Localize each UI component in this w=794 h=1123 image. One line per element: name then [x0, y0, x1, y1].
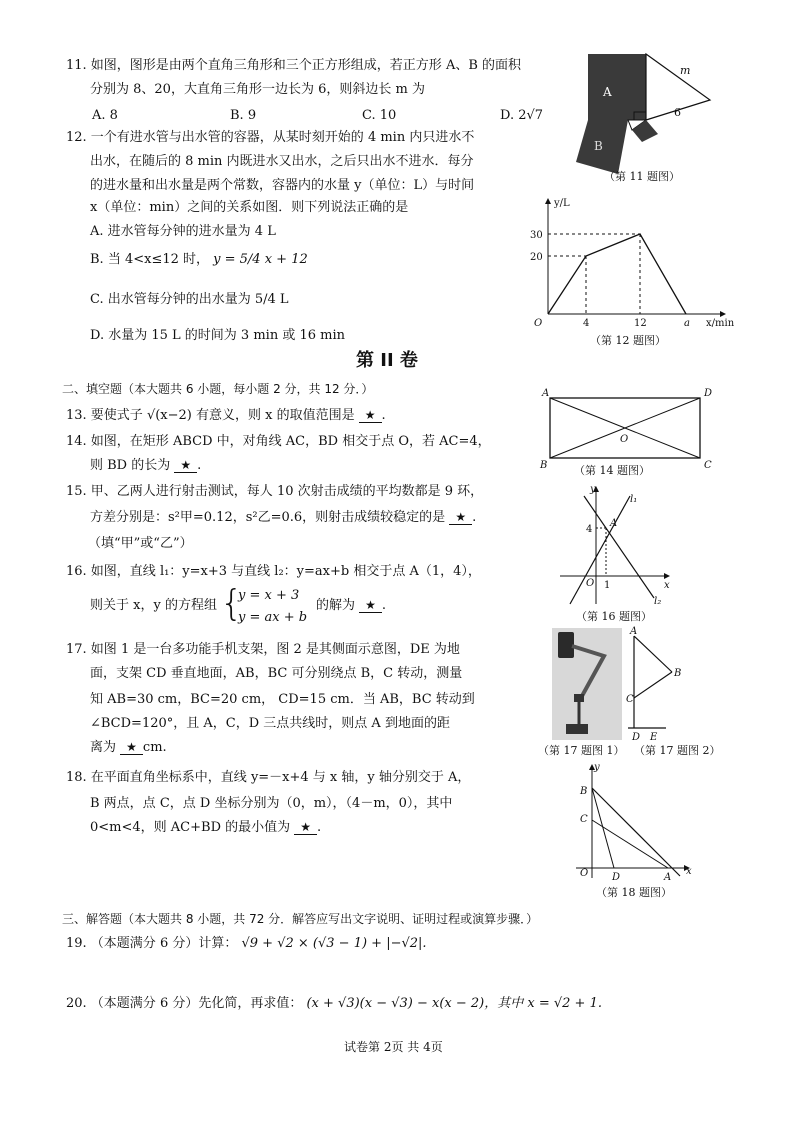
- line-l2: [584, 496, 654, 598]
- ylabel: y/L: [554, 198, 570, 209]
- label-b: B: [540, 460, 548, 471]
- origin-label: O: [534, 318, 543, 329]
- q11-line-1: 11. 如图，图形是由两个直角三角形和三个正方形组成，若正方形 A、B 的面积: [66, 58, 522, 73]
- label-d: D: [632, 732, 641, 743]
- q17-diagram: [626, 628, 686, 744]
- q20-expression: (x + √3)(x − √3) − x(x − 2)，其中 x = √2 + 1.: [306, 996, 602, 1011]
- q14-caption: （第 14 题图）: [574, 464, 650, 477]
- q12-option-a: A. 进水管每分钟的进水量为 4 L: [90, 224, 276, 239]
- q16-line-2-end: [316, 598, 386, 614]
- x-axis-arrow: [664, 573, 670, 579]
- q12-option-c: C. 出水管每分钟的出水量为 5/4 L: [90, 292, 289, 307]
- square-a: [588, 54, 646, 120]
- q17-photo: [552, 628, 622, 740]
- water-volume-line: [548, 234, 686, 314]
- q13: [66, 408, 386, 424]
- q12-line-3: 的进水量和出水量是两个常数，容器内的水量 y（单位：L）与时间: [90, 178, 475, 193]
- q15-line-1: 15. 甲、乙两人进行射击测试，每人 10 次射击成绩的平均数都是 9 环，: [66, 484, 484, 499]
- q14-line-1: 14. 如图，在矩形 ABCD 中，对角线 AC，BD 相交于点 O，若 AC=4，: [66, 434, 491, 449]
- stand-joint: [574, 694, 584, 702]
- q11-option-c: C. 10: [362, 108, 397, 123]
- q16-line-1: 16. 如图，直线 l₁：y=x+3 与直线 l₂：y=ax+b 相交于点 A（1，4），: [66, 564, 481, 579]
- tick-20: 20: [530, 252, 543, 263]
- q18-text: 0<m<4，则 AC+BD 的最小值为: [90, 820, 291, 835]
- q15-period: .: [472, 510, 477, 525]
- q16-text-post: 的解为: [316, 598, 356, 613]
- q18-figure: [572, 760, 702, 886]
- xlabel: x/min: [706, 318, 735, 329]
- q16-answer-blank: ★: [359, 598, 382, 613]
- x-axis-arrow: [720, 311, 726, 317]
- q11-option-b: B. 9: [230, 108, 257, 123]
- q17-text-post: cm.: [142, 740, 167, 755]
- line-ab: [592, 788, 680, 876]
- q12-line-2: 出水，在随后的 8 min 内既进水又出水，之后只出水不进水．每分: [90, 154, 474, 169]
- q18-line-3: [90, 820, 321, 836]
- q16-figure: [560, 482, 690, 612]
- q14-period: .: [197, 458, 202, 473]
- label-a: A: [610, 518, 618, 529]
- q17-caption-1: （第 17 题图 1）: [538, 744, 625, 757]
- fig11-label-m: m: [680, 64, 691, 77]
- q17-line-5: [90, 740, 167, 756]
- page-footer: 试卷第 2页 共 4页: [344, 1040, 443, 1054]
- q18-line-1: 18. 在平面直角坐标系中，直线 y=－x+4 与 x 轴，y 轴分别交于 A，: [66, 770, 471, 785]
- q16-period: .: [381, 598, 387, 613]
- label-origin: O: [580, 868, 589, 879]
- label-origin: O: [586, 578, 595, 589]
- q17-line-4: ∠BCD=120°，且 A，C，D 三点共线时，则点 A 到地面的距: [90, 716, 450, 731]
- y-axis-arrow: [545, 198, 551, 204]
- q17-text-pre: 离为: [90, 740, 117, 755]
- tick-1: 1: [604, 580, 611, 591]
- label-c: C: [580, 814, 588, 825]
- tick-4: 4: [583, 318, 590, 329]
- label-c: C: [704, 460, 712, 471]
- q16-caption: （第 16 题图）: [576, 610, 652, 623]
- segment-ca: [592, 820, 668, 868]
- label-c: C: [626, 694, 634, 705]
- label-b: B: [674, 668, 682, 679]
- tick-30: 30: [530, 230, 543, 241]
- label-b: B: [580, 786, 588, 797]
- stand-clamp: [566, 724, 588, 734]
- label-a: A: [630, 626, 638, 637]
- label-a: A: [664, 872, 672, 883]
- q16-line-2: 则关于 x，y 的方程组: [90, 598, 217, 613]
- q11-figure: [570, 50, 720, 190]
- fig11-label-6: 6: [674, 106, 681, 119]
- q19-text: 19. （本题满分 6 分）计算：: [66, 936, 238, 951]
- q15-line-3: （填“甲”或“乙”）: [88, 536, 193, 551]
- q17-caption-2: （第 17 题图 2）: [634, 744, 721, 757]
- q15-line-2: [90, 510, 476, 526]
- q19: [66, 936, 427, 952]
- q11-option-a: A. 8: [92, 108, 118, 123]
- q18-period: .: [317, 820, 322, 835]
- fig11-label-b: B: [594, 139, 603, 153]
- q17-line-3: 知 AB=30 cm，BC=20 cm， CD=15 cm．当 AB，BC 转动到: [90, 692, 475, 707]
- label-x: x: [664, 580, 670, 591]
- tick-12: 12: [634, 318, 647, 329]
- q16-equation-1: y = x + 3: [238, 588, 300, 603]
- q12-option-d: D. 水量为 15 L 的时间为 3 min 或 16 min: [90, 328, 345, 343]
- q14-answer-blank: ★: [174, 458, 197, 473]
- q14-text: 则 BD 的长为: [90, 458, 171, 473]
- phone-shape: [558, 632, 574, 658]
- label-l1: l₁: [630, 494, 638, 505]
- q12-option-b-expression: y = 5/4 x + 12: [213, 252, 308, 267]
- q12-graph: [530, 196, 738, 346]
- q12-option-b: [90, 252, 308, 268]
- q20: [66, 996, 602, 1012]
- part-2-title: 第 II 卷: [356, 350, 418, 371]
- segment-ab: [634, 636, 672, 672]
- q17-answer-blank: ★: [120, 740, 143, 755]
- label-e: E: [650, 732, 658, 743]
- tick-4: 4: [586, 524, 593, 535]
- label-a: A: [542, 388, 550, 399]
- q12-line-1: 12. 一个有进水管与出水管的容器，从某时刻开始的 4 min 内只进水不: [66, 130, 475, 145]
- q20-text: 20. （本题满分 6 分）先化简，再求值：: [66, 996, 303, 1011]
- q19-expression: √9 + √2 × (√3 − 1) + |−√2|.: [241, 936, 427, 951]
- tick-a: a: [684, 318, 690, 329]
- q12-line-4: x（单位：min）之间的关系如图．则下列说法正确的是: [90, 200, 409, 215]
- q15-text: 方差分别是：s²甲=0.12，s²乙=0.6，则射击成绩较稳定的是: [90, 510, 446, 525]
- label-x: x: [686, 866, 692, 877]
- q11-line-2: 分别为 8、20，大直角三角形一边长为 6，则斜边长 m 为: [90, 82, 425, 97]
- segment-bd: [592, 788, 614, 868]
- label-y: y: [594, 762, 600, 773]
- q16-system-brace: {: [220, 583, 243, 624]
- label-d: D: [704, 388, 713, 399]
- q13-period: .: [381, 408, 386, 423]
- solve-header: 三、解答题（本大题共 8 小题，共 72 分．解答应写出文字说明、证明过程或演算步骤．）: [62, 912, 539, 926]
- q13-answer-blank: ★: [359, 408, 382, 423]
- q15-answer-blank: ★: [449, 510, 472, 525]
- fig11-label-a: A: [603, 85, 612, 99]
- q11-option-d: D. 2√7: [500, 108, 544, 123]
- label-d: D: [612, 872, 621, 883]
- segment-bc: [634, 672, 672, 698]
- q13-text: 13. 要使式子 √(x−2) 有意义，则 x 的取值范围是: [66, 408, 355, 423]
- q11-caption: （第 11 题图）: [604, 170, 680, 183]
- label-y: y: [590, 484, 596, 495]
- label-l2: l₂: [654, 596, 662, 607]
- label-o: O: [620, 434, 629, 445]
- q12-option-b-prefix: B. 当 4<x≤12 时，: [90, 252, 210, 267]
- q18-answer-blank: ★: [294, 820, 317, 835]
- q12-caption: （第 12 题图）: [590, 334, 666, 347]
- q18-line-2: B 两点，点 C，点 D 坐标分别为（0，m），（4－m，0），其中: [90, 796, 453, 811]
- fill-in-header: 二、填空题（本大题共 6 小题，每小题 2 分，共 12 分．）: [62, 382, 374, 396]
- q17-line-2: 面，支架 CD 垂直地面，AB，BC 可分别绕点 B，C 转动，测量: [90, 666, 463, 681]
- q18-caption: （第 18 题图）: [596, 886, 672, 899]
- q17-line-1: 17. 如图 1 是一台多功能手机支架，图 2 是其侧面示意图，DE 为地: [66, 642, 460, 657]
- q14-line-2: [90, 458, 201, 474]
- q16-equation-2: y = ax + b: [238, 610, 308, 625]
